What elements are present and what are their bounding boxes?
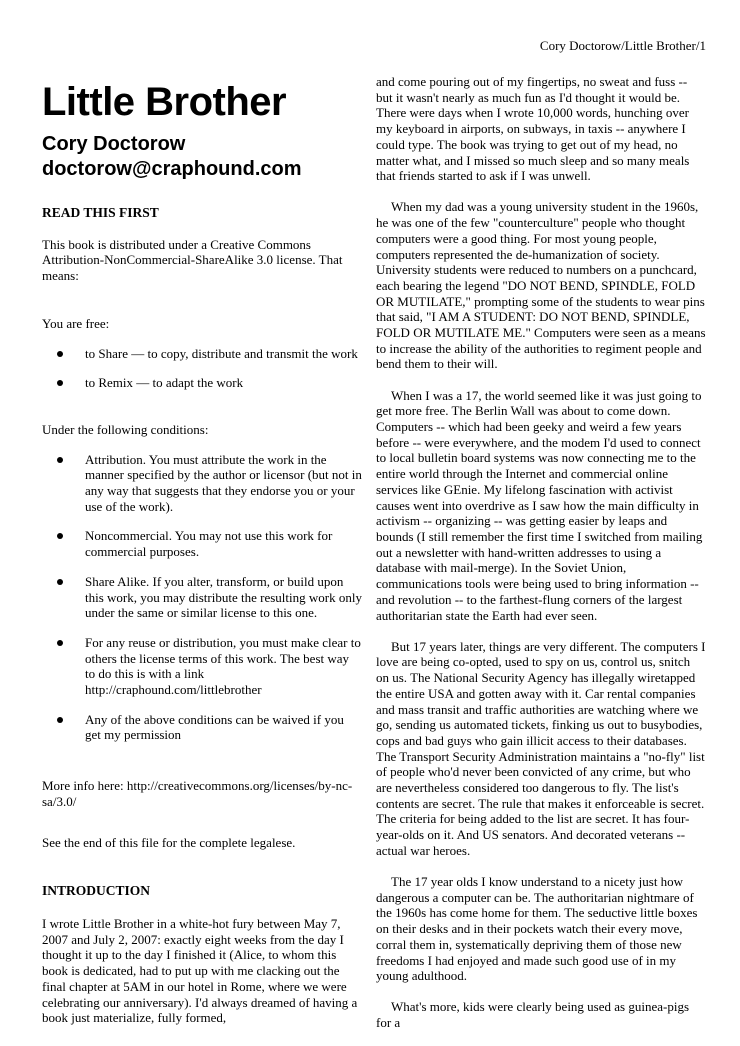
bullet-text: Noncommercial. You may not use this work for commercial purposes. bbox=[85, 528, 333, 560]
condition-list-item bbox=[42, 635, 362, 698]
right-column bbox=[376, 65, 706, 1046]
bullet-text: Share Alike. If you alter, transform, or build upon this work, you may distribute the resulting work only under the same or similar license to this one. bbox=[85, 573, 362, 621]
free-list bbox=[42, 346, 362, 391]
author-name: Cory Doctorow bbox=[42, 133, 186, 155]
free-list-item bbox=[42, 375, 362, 391]
free-list-item bbox=[42, 346, 362, 362]
bullet-text: to Share — to copy, distribute and transmit the work bbox=[85, 345, 358, 361]
introduction-paragraph: I wrote Little Brother in a white-hot fury between May 7, 2007 and July 2, 2007: exactly eight weeks from the day I thought it up to the day I finished it (Alice, to whom this book is dedicated, had to put up with me clacking out the final chapter at 5AM in our hotel in Rome, where we were celebrating our anniversary). I'd always dreamed of having a book just materialize, fully formed, bbox=[42, 915, 358, 1026]
bullet-text: to Remix — to adapt the work bbox=[85, 375, 244, 391]
two-column-layout bbox=[42, 65, 706, 1046]
license-intro-paragraph: This book is distributed under a Creative Commons Attribution-NonCommercial-ShareAlike 3.0 license. That means: bbox=[42, 236, 343, 284]
more-info-line: More info here: http://creativecommons.org/licenses/by-nc-sa/3.0/ bbox=[42, 778, 353, 809]
book-title: Little Brother bbox=[42, 80, 287, 124]
body-paragraph: When I was a 17, the world seemed like it was just going to get more free. The Berlin Wall was about to come down. Computers -- which had been geeky and weird a few years before -- were everywhere, and the modem I'd used to connect to local bulletin board systems was now connecting me to the entire world through the Internet and commercial online services like GEnie. My lifelong fascination with activist causes went into overdrive as I saw how the main difficulty in activism -- organizing -- was getting easier by leaps and bounds (I still remember the first time I switched from mailing out a newsletter with hand-written addresses to using a database with mail-merge). In the Soviet Union, communications tools were being used to bring information -- and revolution -- to the farthest-flung corners of the largest authoritarian state the Earth had ever seen. bbox=[376, 387, 703, 623]
legalese-note: See the end of this file for the complete legalese. bbox=[42, 834, 296, 850]
body-paragraph: and come pouring out of my fingertips, no sweat and fuss -- but it wasn't nearly as much fun as I'd thought it would be. There were days when I wrote 10,000 words, hunching over my keyboard in airports, on subways, in taxis -- anywhere I could type. The book was trying to get out of my head, no matter what, and I missed so much sleep and so many meals that friends started to ask if I was unwell. bbox=[376, 74, 690, 184]
body-paragraphs bbox=[376, 74, 706, 1031]
body-paragraph: But 17 years later, things are very different. The computers I love are being co-opted, used to spy on us, control us, snitch on us. The National Security Agency has illegally wiretapped the entire USA and gotten away with it. Car rental companies and mass transit and traffic authorities are watching where we go, sending us automated tickets, finking us out to busybodies, cops and bad guys who gain illicit access to their databases. The Transport Security Administration maintains a "no-fly" list of people who'd never been convicted of any crime, but who are nevertheless considered too dangerous to fly. The list's contents are secret. The rule that makes it enforceable is secret. The criteria for being added to the list are secret. It has four-year-olds on it. And US senators. And decorated veterans -- actual war heroes. bbox=[376, 638, 706, 858]
running-header: Cory Doctorow/Little Brother/1 bbox=[539, 38, 706, 53]
introduction-heading: INTRODUCTION bbox=[42, 883, 151, 899]
body-paragraph: What's more, kids were clearly being used as guinea-pigs for a bbox=[376, 999, 689, 1031]
condition-list-item bbox=[42, 574, 362, 621]
body-paragraph: When my dad was a young university student in the 1960s, he was one of the few "counterculture" people who thought computers were a good thing. For most young people, computers represented the de-humanization of society. University students were reduced to numbers on a punchcard, each bearing the legend "DO NOT BEND, SPINDLE, FOLD OR MUTILATE," prompting some of the students to wear pins that said, "I AM A STUDENT: DO NOT BEND, SPINDLE, FOLD OR MUTILATE ME." Computers were seen as a means to increase the ability of the authorities to regiment people and bend them to their will. bbox=[376, 199, 706, 372]
condition-list-item bbox=[42, 528, 362, 559]
conditions-heading: Under the following conditions: bbox=[42, 421, 209, 437]
condition-list-item bbox=[42, 452, 362, 515]
read-this-first-heading: READ THIS FIRST bbox=[42, 205, 159, 220]
body-paragraph: The 17 year olds I know understand to a nicety just how dangerous a computer can be. The authoritarian nightmare of the 1960s has come home for them. The seductive little boxes on their desks and in their pockets watch their every move, corral them in, systematically depriving them of those new freedoms I had enjoyed and made such good use of in my young adulthood. bbox=[376, 874, 698, 984]
bullet-text: Attribution. You must attribute the work in the manner specified by the author or licensor (but not in any way that suggests that they endorse you or your use of the work). bbox=[85, 451, 362, 514]
bullet-text: Any of the above conditions can be waived if you get my permission bbox=[85, 711, 344, 743]
you-are-free-heading: You are free: bbox=[42, 315, 110, 331]
conditions-list bbox=[42, 452, 362, 744]
left-column bbox=[42, 65, 362, 1026]
condition-list-item bbox=[42, 712, 362, 743]
author-email: doctorow@craphound.com bbox=[42, 158, 302, 180]
bullet-text: For any reuse or distribution, you must make clear to others the license terms of this work. The best way to do this is with a link http://craphound.com/littlebrother bbox=[85, 634, 361, 698]
